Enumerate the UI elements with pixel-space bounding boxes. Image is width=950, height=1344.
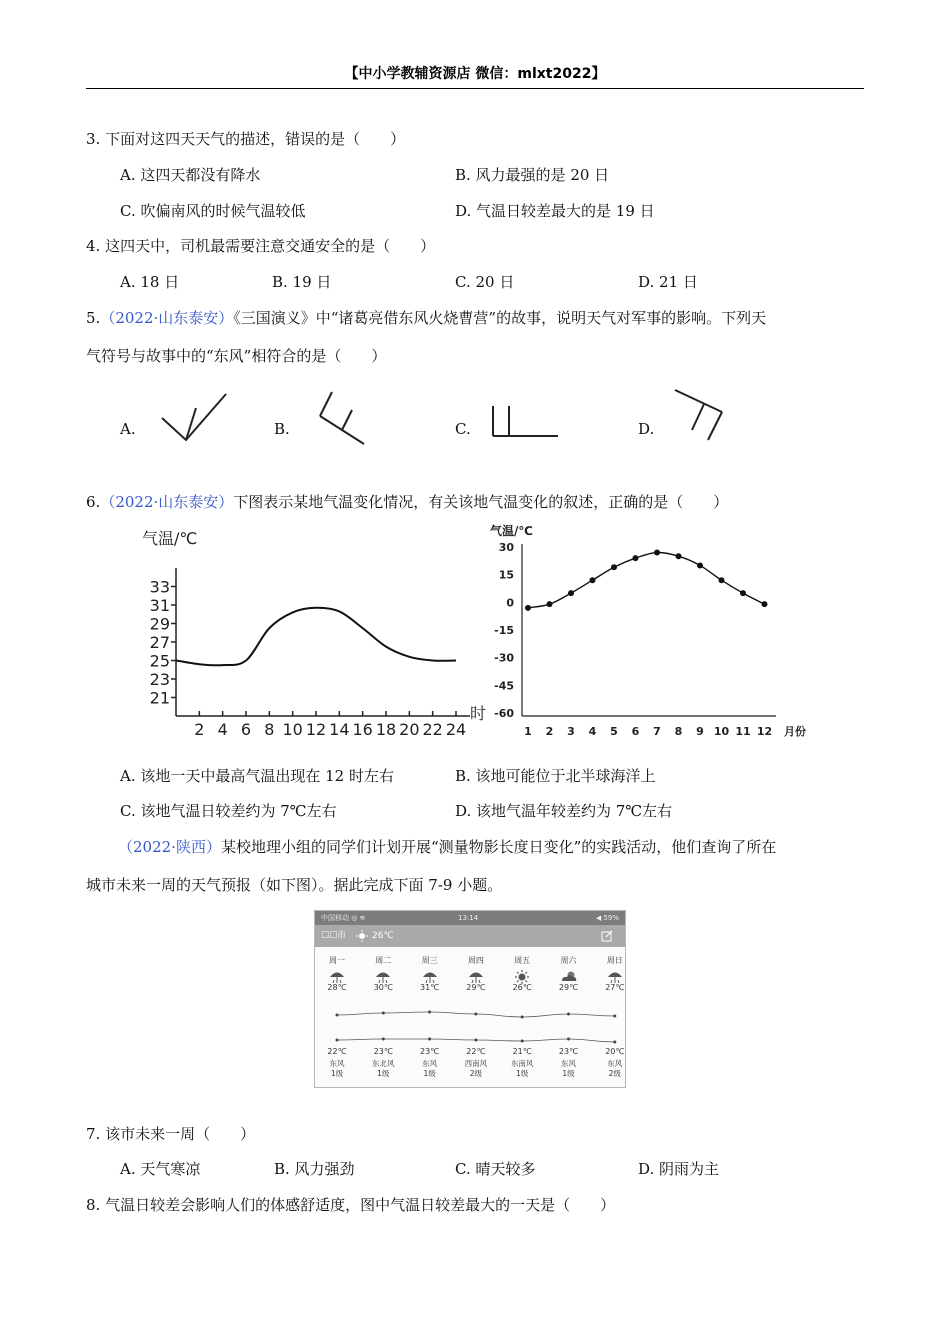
forecast-wind-direction: 东风 xyxy=(561,1059,576,1068)
weather-forecast-screenshot xyxy=(314,910,626,1088)
forecast-wind-level: 1级 xyxy=(516,1069,529,1078)
forecast-day-name: 周五 xyxy=(514,956,531,965)
chart1-x-tick-label: 20 xyxy=(399,720,420,739)
chart2-data-point xyxy=(654,550,660,556)
question-8-stem: 8. 气温日较差会影响人们的体感舒适度，图中气温日较差最大的一天是（ ） xyxy=(86,1196,616,1214)
intro-text-1: 某校地理小组的同学们计划开展“测量物影长度日变化”的实践活动，他们查询了所在 xyxy=(220,838,777,856)
intro-line-2: 城市未来一周的天气预报（如下图）。据此完成下面 7-9 小题。 xyxy=(86,876,503,894)
chart1-x-tick-label: 12 xyxy=(305,720,327,739)
status-battery: ◀ 59% xyxy=(595,914,619,922)
trend-point xyxy=(613,1041,616,1044)
chart2-x-tick-label: 3 xyxy=(567,725,575,738)
chart1-x-tick-label: 22 xyxy=(422,720,443,739)
forecast-wind-direction: 东风 xyxy=(422,1059,438,1068)
forecast-wind-direction: 东北风 xyxy=(372,1059,395,1068)
chart2-data-point xyxy=(568,590,574,596)
trend-point xyxy=(382,1038,385,1041)
forecast-low-temp: 23℃ xyxy=(558,1047,579,1056)
wind-symbol-c-icon xyxy=(486,400,566,442)
q6-option-a: A. 该地一天中最高气温出现在 12 时左右 xyxy=(120,767,394,785)
trend-point xyxy=(567,1013,570,1016)
chart2-temperature-line xyxy=(528,552,765,607)
forecast-day-name: 周二 xyxy=(375,956,392,965)
wind-symbol-b-icon xyxy=(310,388,380,450)
forecast-wind-direction: 西南风 xyxy=(464,1059,488,1068)
trend-point xyxy=(336,1014,339,1017)
forecast-day-name: 周三 xyxy=(421,956,438,965)
annual-temperature-chart xyxy=(486,520,816,745)
q4-option-d: D. 21 日 xyxy=(638,273,698,291)
chart1-xlabel: 时 xyxy=(470,704,487,723)
chart2-x-tick-label: 8 xyxy=(674,725,683,738)
q5-option-a-label: A. xyxy=(120,420,136,438)
forecast-low-temp: 22℃ xyxy=(466,1047,486,1056)
chart2-data-point xyxy=(633,555,639,561)
forecast-wind-direction: 东南风 xyxy=(510,1059,534,1068)
status-time: 13:14 xyxy=(458,914,479,922)
q6-option-d: D. 该地气温年较差约为 7℃左右 xyxy=(455,802,673,820)
forecast-high-temp: 26℃ xyxy=(512,983,532,992)
wind-symbol-d-icon xyxy=(670,386,730,446)
chart1-y-tick-label: 21 xyxy=(149,688,170,708)
forecast-high-temp: 31℃ xyxy=(420,983,440,992)
forecast-day-name: 周四 xyxy=(467,956,484,965)
q3-option-d: D. 气温日较差最大的是 19 日 xyxy=(455,202,655,220)
chart1-y-tick-label: 29 xyxy=(149,614,170,634)
chart2-x-tick-label: 1 xyxy=(524,725,532,738)
chart1-x-tick-label: 8 xyxy=(264,720,275,739)
q4-option-c: C. 20 日 xyxy=(455,273,515,291)
question-7-stem: 7. 该市未来一周（ ） xyxy=(86,1125,256,1143)
chart1-y-tick-label: 27 xyxy=(149,633,170,652)
chart2-x-tick-label: 2 xyxy=(545,725,554,738)
chart2-x-tick-label: 12 xyxy=(756,725,773,738)
trend-point xyxy=(521,1040,524,1043)
chart1-y-tick-label: 31 xyxy=(149,596,170,615)
intro-source: （2022·陕西） xyxy=(118,838,221,856)
chart1-y-tick-label: 25 xyxy=(149,651,170,671)
trend-point xyxy=(567,1038,570,1041)
chart2-data-point xyxy=(697,562,703,568)
q5-number: 5. xyxy=(86,309,101,327)
chart2-y-tick-label: -30 xyxy=(494,651,514,665)
forecast-low-temp: 21℃ xyxy=(512,1047,532,1056)
trend-point xyxy=(521,1016,524,1019)
chart2-data-point xyxy=(740,590,746,596)
intro-line-1 xyxy=(118,836,776,858)
question-5-stem-line-2: 气符号与故事中的“东风”相符合的是（ ） xyxy=(86,347,387,365)
forecast-low-temp: 22℃ xyxy=(327,1047,347,1056)
forecast-wind-level: 1级 xyxy=(562,1069,575,1078)
chart2-data-point xyxy=(762,601,768,607)
q4-option-a: A. 18 日 xyxy=(120,273,180,291)
city-name: ☐☐市 xyxy=(321,931,347,941)
chart2-data-point xyxy=(547,601,553,607)
chart2-y-tick-label: 0 xyxy=(506,596,514,610)
chart2-x-tick-label: 4 xyxy=(588,725,597,738)
trend-point xyxy=(428,1038,431,1041)
q6-source: （2022·山东泰安） xyxy=(100,493,234,511)
q3-option-a: A. 这四天都没有降水 xyxy=(120,166,261,184)
chart1-y-tick-label: 23 xyxy=(149,670,170,689)
chart2-x-tick-label: 5 xyxy=(610,725,618,738)
question-6-stem xyxy=(86,491,728,513)
chart1-temperature-line xyxy=(176,608,456,666)
q5-option-d-label: D. xyxy=(638,420,655,438)
chart1-x-tick-label: 14 xyxy=(329,720,350,739)
temperature-trend-lines xyxy=(315,911,625,1087)
chart1-x-tick-label: 10 xyxy=(282,720,303,739)
forecast-high-temp: 27℃ xyxy=(605,983,625,992)
status-signal: 中国移动 ◎ ≋ xyxy=(321,914,366,922)
chart2-xlabel: 月份 xyxy=(784,725,806,738)
q5-option-b-label: B. xyxy=(274,420,290,438)
q7-option-d: D. 阴雨为主 xyxy=(638,1160,720,1178)
forecast-day-name: 周一 xyxy=(329,956,345,965)
chart1-x-tick-label: 6 xyxy=(240,720,252,739)
q5-source: （2022·山东泰安） xyxy=(100,309,234,327)
chart2-y-tick-label: -60 xyxy=(494,707,514,720)
forecast-wind-direction: 东风 xyxy=(607,1059,623,1068)
q5-text-1: 《三国演义》中“诸葛亮借东风火烧曹营”的故事，说明天气对军事的影响。下列天 xyxy=(233,309,767,327)
q6-option-c: C. 该地气温日较差约为 7℃左右 xyxy=(120,802,337,820)
q7-option-a: A. 天气寒凉 xyxy=(120,1160,201,1178)
chart2-ylabel: 气温/℃ xyxy=(490,524,533,538)
chart1-y-tick-label: 33 xyxy=(149,577,170,597)
trend-point xyxy=(613,1015,616,1018)
chart2-x-tick-label: 11 xyxy=(735,725,751,738)
forecast-day-name: 周日 xyxy=(606,956,623,965)
chart1-x-tick-label: 18 xyxy=(375,720,397,739)
forecast-high-temp: 29℃ xyxy=(558,983,579,992)
chart2-x-tick-label: 6 xyxy=(631,725,640,738)
forecast-low-temp: 20℃ xyxy=(605,1047,625,1056)
chart2-data-point xyxy=(611,564,617,570)
q6-number: 6. xyxy=(86,493,101,511)
question-5-stem-line-1 xyxy=(86,307,766,329)
forecast-wind-level: 1级 xyxy=(377,1069,390,1078)
q7-option-c: C. 晴天较多 xyxy=(455,1160,536,1178)
q6-option-b: B. 该地可能位于北半球海洋上 xyxy=(455,767,656,785)
chart2-x-tick-label: 10 xyxy=(713,725,730,738)
chart1-x-tick-label: 2 xyxy=(194,720,205,739)
forecast-high-temp: 29℃ xyxy=(466,983,486,992)
trend-point xyxy=(336,1039,339,1042)
chart2-data-point xyxy=(719,577,725,583)
chart2-y-tick-label: -45 xyxy=(494,679,514,693)
forecast-wind-level: 1级 xyxy=(423,1069,436,1078)
forecast-high-temp: 30℃ xyxy=(373,983,393,992)
chart1-x-tick-label: 24 xyxy=(445,720,467,739)
forecast-day-name: 周六 xyxy=(560,956,577,965)
chart2-y-tick-label: 15 xyxy=(498,568,514,582)
chart2-y-tick-label: -15 xyxy=(494,624,514,637)
forecast-wind-level: 1级 xyxy=(330,1069,344,1078)
chart2-data-point xyxy=(676,553,682,559)
chart1-x-tick-label: 16 xyxy=(352,720,373,739)
forecast-low-temp: 23℃ xyxy=(373,1047,393,1056)
forecast-low-temp: 23℃ xyxy=(420,1047,440,1056)
chart1-x-tick-label: 4 xyxy=(217,720,228,739)
q3-option-b: B. 风力最强的是 20 日 xyxy=(455,166,610,184)
trend-point xyxy=(474,1039,477,1042)
chart2-x-tick-label: 9 xyxy=(696,725,704,738)
page-header: 【中小学教辅资源店 微信：mlxt2022】 xyxy=(86,64,864,89)
q4-option-b: B. 19 日 xyxy=(272,273,332,291)
chart2-x-tick-label: 7 xyxy=(653,725,661,738)
q3-option-c: C. 吹偏南风的时候气温较低 xyxy=(120,202,306,220)
forecast-high-temp: 28℃ xyxy=(327,983,347,992)
current-temperature: 26℃ xyxy=(372,931,394,941)
question-3-stem: 3. 下面对这四天天气的描述，错误的是（ ） xyxy=(86,130,406,148)
daily-temperature-chart xyxy=(120,520,490,745)
forecast-wind-direction: 东风 xyxy=(329,1059,345,1068)
q6-text: 下图表示某地气温变化情况，有关该地气温变化的叙述，正确的是（ ） xyxy=(233,493,729,511)
trend-point xyxy=(382,1012,385,1015)
wind-symbol-a-icon xyxy=(150,388,240,448)
q5-option-c-label: C. xyxy=(455,420,471,438)
forecast-wind-level: 2级 xyxy=(608,1069,621,1078)
chart2-data-point xyxy=(525,605,531,611)
forecast-wind-level: 2级 xyxy=(469,1069,483,1078)
q7-option-b: B. 风力强劲 xyxy=(274,1160,355,1178)
trend-point xyxy=(428,1011,431,1014)
trend-point xyxy=(474,1013,477,1016)
chart2-y-tick-label: 30 xyxy=(498,541,514,554)
chart1-ylabel: 气温/℃ xyxy=(142,529,198,548)
chart2-data-point xyxy=(590,577,596,583)
question-4-stem: 4. 这四天中，司机最需要注意交通安全的是（ ） xyxy=(86,237,436,255)
